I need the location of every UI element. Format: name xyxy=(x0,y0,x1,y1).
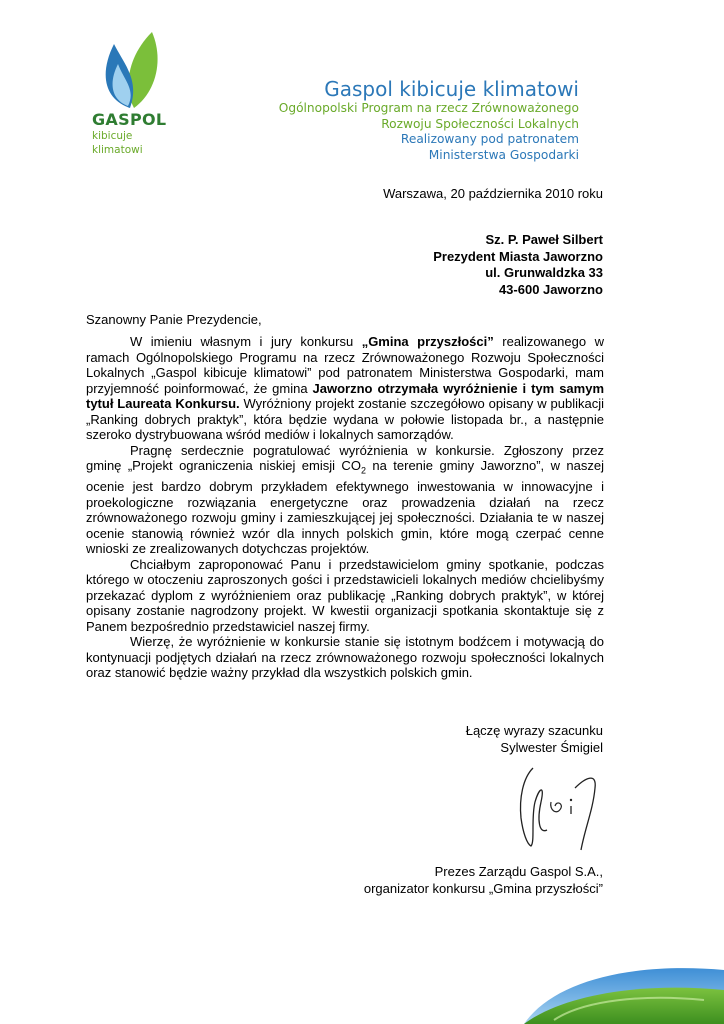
paragraph-4: Wierzę, że wyróżnienie w konkursie stanie się istotnym bodźcem i motywacją do kontynuacji podjętych działań na rzecz zrównoważonego rozwoju społeczności lokalnych oraz stanowić będzie ważny przykład dla wszystkich polskich gmin. xyxy=(86,634,604,681)
letterhead xyxy=(279,77,579,163)
paragraph-3: Chciałbym zaproponować Panu i przedstawicielom gminy spotkanie, podczas którego w otoczeniu zaproszonych gości i przedstawicieli lokalnych mediów chcielibyśmy przekazać dyplom z wyróżnieniem oraz publikację „Ranking dobrych praktyk”, w której opisany zostanie nagrodzony projekt. W kwestii organizacji spotkania skontaktuje się z Panem bezpośrednio przedstawiciel naszej firmy. xyxy=(86,556,604,634)
gaspol-logo xyxy=(84,30,184,160)
recipient-address xyxy=(433,232,603,298)
letterhead-line-1: Ogólnopolski Program na rzecz Zrównoważonego xyxy=(278,101,579,115)
letter-body xyxy=(86,334,604,681)
recipient-city: 43-600 Jaworzno xyxy=(498,281,603,297)
logo-tagline-1: kibicuje xyxy=(92,130,133,142)
logo-brand: GASPOL xyxy=(92,110,167,129)
letterhead-brand: Gaspol xyxy=(324,77,393,101)
recipient-street: ul. Grunwaldzka 33 xyxy=(485,265,603,281)
signoff-title: Prezes Zarządu Gaspol S.A., xyxy=(434,864,603,879)
letterhead-line-4: Ministerstwa Gospodarki xyxy=(428,147,579,162)
closing xyxy=(466,722,603,756)
letterhead-title-rest: kibicuje klimatowi xyxy=(399,77,579,101)
letterhead-line-2: Rozwoju Społeczności Lokalnych xyxy=(381,116,579,131)
letterhead-title xyxy=(279,77,579,101)
greeting: Szanowny Panie Prezydencie, xyxy=(86,312,262,327)
globe-decoration xyxy=(524,960,724,1024)
signoff xyxy=(364,863,603,897)
paragraph-1: W imieniu własnym i jury konkursu „Gmina przyszłości” realizowanego w ramach Ogólnopolskiego Programu na rzecz Zrównoważonego Rozwoju Społeczności Lokalnych „Gaspol kibicuje klimatowi” pod patronatem Ministerstwa Gospodarki, mam przyjemność poinformować, że gmina Jaworzno otrzymała wyróżnienie i tym samym tytuł Laureata Konkursu. Wyróżniony projekt zostanie szczegółowo opisany w publikacji „Ranking dobrych praktyk”, która będzie wydana w połowie listopada br., a następnie szeroko dystrybuowana wśród mediów i lokalnych samorządów. xyxy=(86,334,605,442)
logo-tagline-2: klimatowi xyxy=(92,144,143,156)
closing-signer: Sylwester Śmigiel xyxy=(500,740,603,755)
signoff-role: organizator konkursu „Gmina przyszłości” xyxy=(363,881,603,896)
leaf-drop-icon xyxy=(84,30,184,112)
recipient-name: Sz. P. Paweł Silbert xyxy=(485,232,603,247)
letterhead-line-3: Realizowany pod patronatem xyxy=(400,132,579,146)
paragraph-2: Pragnę serdecznie pogratulować wyróżnienia w konkursie. Zgłoszony przez gminę „Projekt ograniczenia niskiej emisji $CO_2$ na terenie gminy Jaworzno”, w naszej ocenie jest bardzo dobrym przykładem efektywnego inwestowania w innowacyjne i proekologiczne rozwiązania energetyczne oraz prowadzenia działań na rzecz zrównoważonego rozwoju gminy i zamieszkującej jej społeczności. Działania te w naszej ocenie stanowią również wzór dla innych polskich gmin, które mogą czerpać cenne wnioski ze zrealizowanych dotychczas projektów. xyxy=(86,442,604,557)
closing-regards: Łączę wyrazy szacunku xyxy=(465,723,603,738)
handwritten-signature xyxy=(505,758,605,854)
letter-date: Warszawa, 20 października 2010 roku xyxy=(383,186,603,201)
recipient-position: Prezydent Miasta Jaworzno xyxy=(433,248,603,264)
